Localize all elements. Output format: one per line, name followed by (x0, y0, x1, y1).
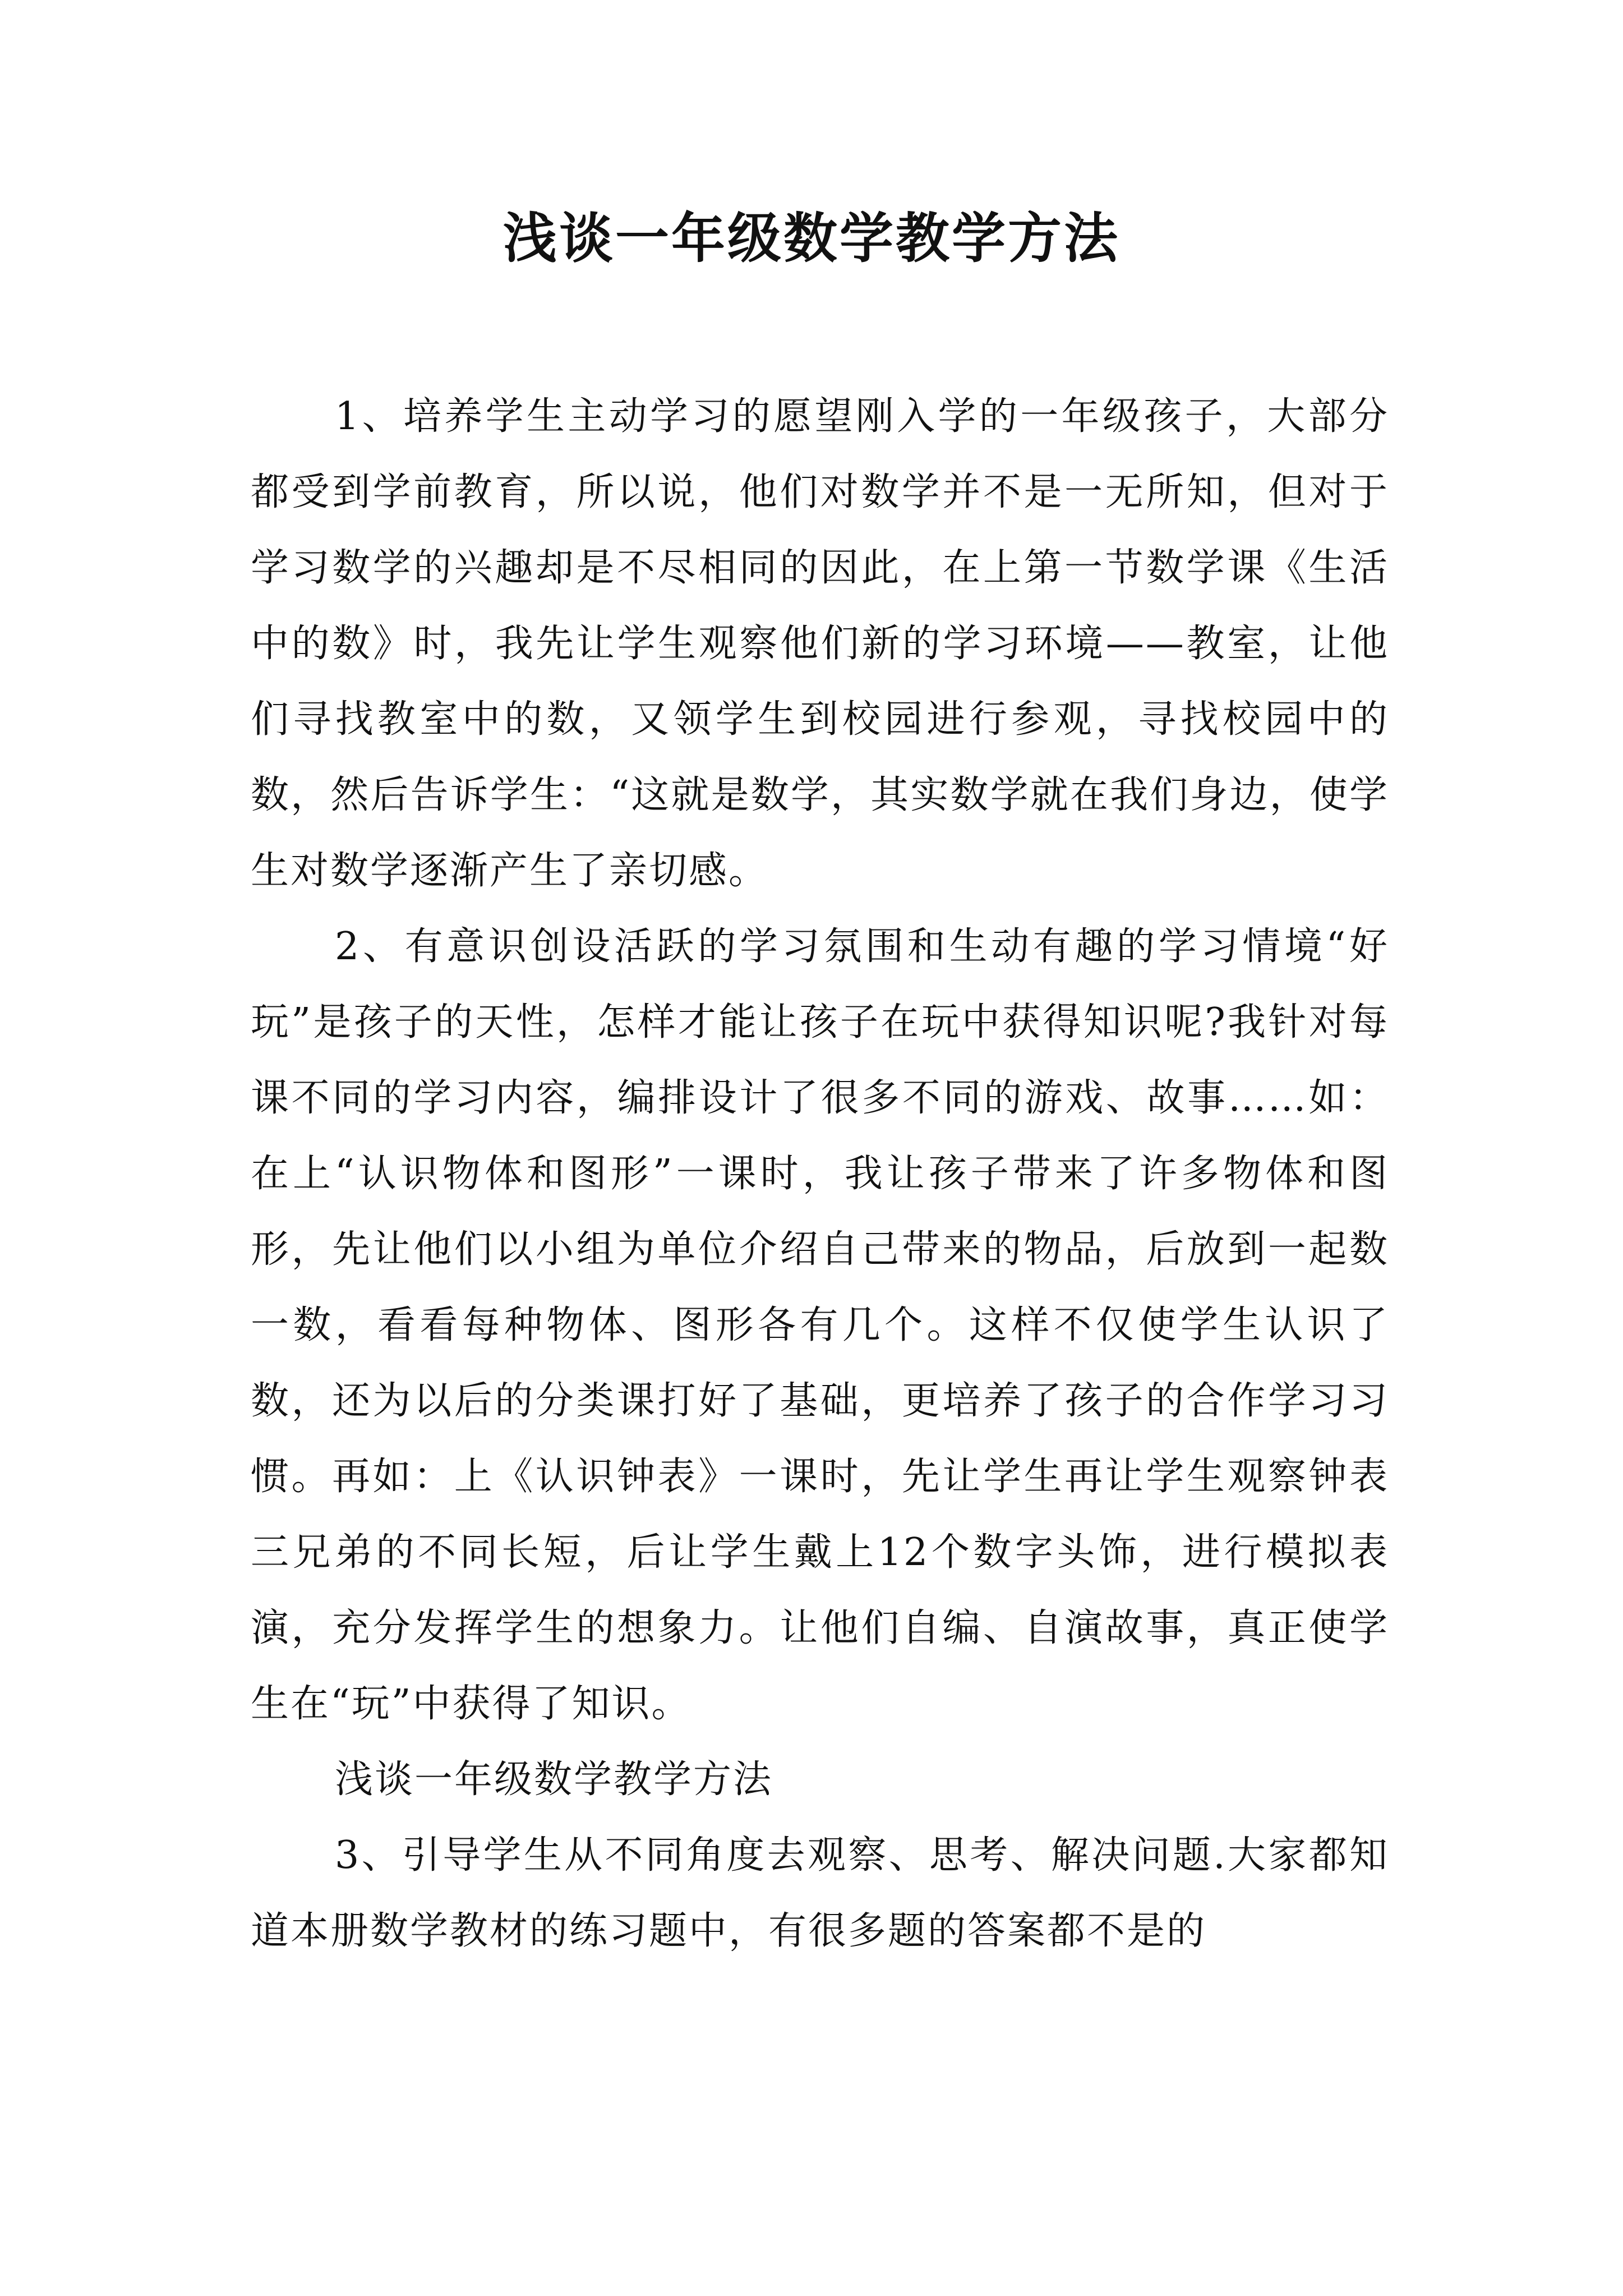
paragraph-2: 2、有意识创设活跃的学习氛围和生动有趣的学习情境“好玩”是孩子的天性，怎样才能让孩子在玩中获得知识呢?我针对每课不同的学习内容，编排设计了很多不同的游戏、故事……如：在上“认识物体和图形”一课时，我让孩子带来了许多物体和图形，先让他们以小组为单位介绍自己带来的物品，后放到一起数一数，看看每种物体、图形各有几个。这样不仅使学生认识了数，还为以后的分类课打好了基础，更培养了孩子的合作学习习惯。再如：上《认识钟表》一课时，先让学生再让学生观察钟表三兄弟的不同长短，后让学生戴上12个数字头饰，进行模拟表演，充分发挥学生的想象力。让他们自编、自演故事，真正使学生在“玩”中获得了知识。 (251, 924, 1389, 1726)
paragraph-1: 1、培养学生主动学习的愿望刚入学的一年级孩子，大部分都受到学前教育，所以说，他们对数学并不是一无所知，但对于学习数学的兴趣却是不尽相同的因此，在上第一节数学课《生活中的数》时，我先让学生观察他们新的学习环境——教室，让他们寻找教室中的数，又领学生到校园进行参观，寻找校园中的数，然后告诉学生：“这就是数学，其实数学就在我们身边，使学生对数学逐渐产生了亲切感。 (251, 394, 1389, 893)
document-body (251, 379, 1389, 1969)
paragraph-repeated-title: 浅谈一年级数学教学方法 (335, 1757, 773, 1802)
paragraph-3: 3、引导学生从不同角度去观察、思考、解决问题.大家都知道本册数学教材的练习题中，有很多题的答案都不是的 (251, 1833, 1389, 1953)
document-title: 浅谈一年级数学教学方法 (503, 206, 1120, 270)
